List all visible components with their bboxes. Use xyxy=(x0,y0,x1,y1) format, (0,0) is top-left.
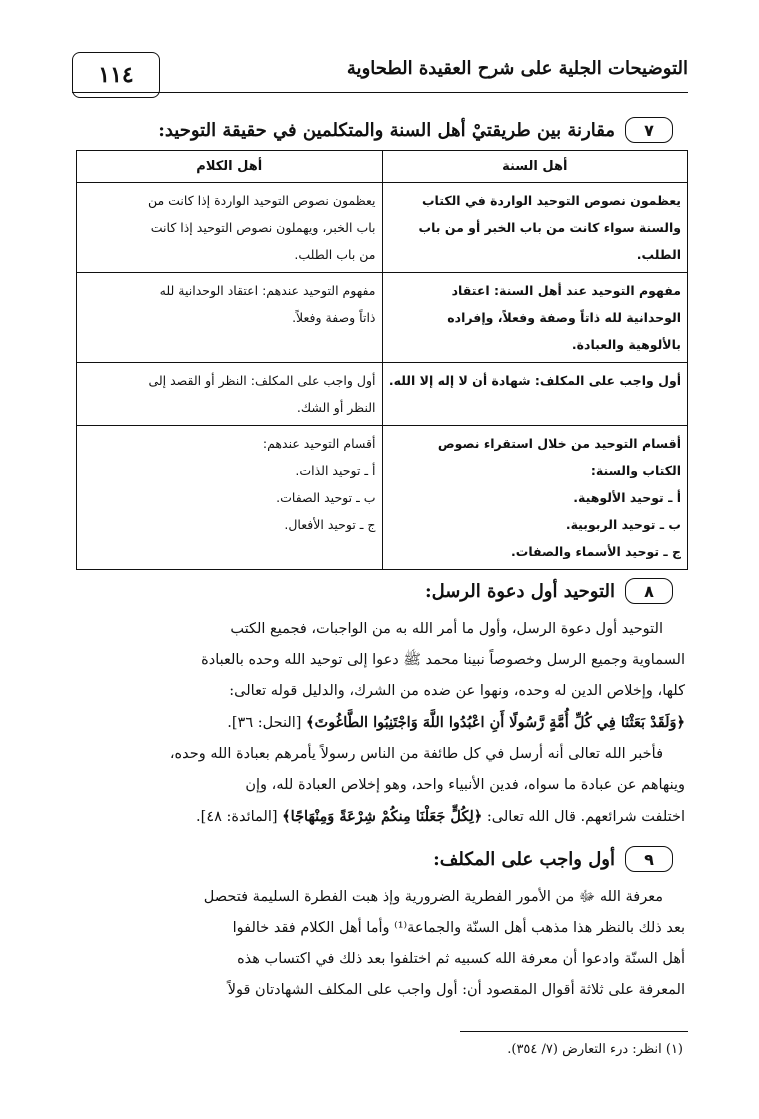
section-9-title: أول واجب على المكلف: xyxy=(433,848,615,870)
footnote: (١) انظر: درء التعارض (٧/ ٣٥٤). xyxy=(507,1042,683,1057)
footnote-rule xyxy=(460,1031,688,1032)
section-7-title: مقارنة بين طريقتيْ أهل السنة والمتكلمين في حقيقة التوحيد: xyxy=(158,119,615,141)
page-number: ١١٤ xyxy=(72,52,160,98)
cell-line: أقسام التوحيد من خلال استقراء نصوص xyxy=(437,436,681,451)
cell-line: والسنة سواء كانت من باب الخبر أو من باب xyxy=(418,220,681,235)
cell-line: ب ـ توحيد الصفات. xyxy=(276,490,376,505)
cell-sunnah xyxy=(382,183,688,273)
cell-line: بالألوهية والعبادة. xyxy=(571,337,681,352)
cell-line: مفهوم التوحيد عندهم: اعتقاد الوحدانية لله xyxy=(159,283,376,298)
section-number-8: ٨ xyxy=(625,578,673,604)
ayah-line xyxy=(74,707,685,739)
cell-line: يعظمون نصوص التوحيد الواردة في الكتاب xyxy=(421,193,681,208)
cell-kalam xyxy=(77,426,383,570)
body-line: السماوية وجميع الرسل وخصوصاً نبينا محمد ﷺ دعوا إلى توحيد الله وحده بالعبادة xyxy=(201,652,685,668)
body-line: وينهاهم عن عبادة ما سواه، فدين الأنبياء واحد، وهو إخلاص العبادة لله، وإن xyxy=(245,777,685,793)
quran-verse: ﴿لِكُلٍّ جَعَلْنَا مِنكُمْ شِرْعَةً وَمِنْهَاجًا﴾ xyxy=(282,808,483,825)
body-line: كلها، وإخلاص الدين له وحده، ونهوا عن ضده من الشرك، والدليل قوله تعالى: xyxy=(229,683,685,699)
body-line: المعرفة على ثلاثة أقوال المقصود أن: أول واجب على المكلف الشهادتان قولاً xyxy=(227,982,685,998)
cell-kalam xyxy=(77,273,383,363)
body-text: اختلفت شرائعهم. قال الله تعالى: xyxy=(486,809,685,825)
cell-line: ج ـ توحيد الأسماء والصفات. xyxy=(511,544,681,559)
cell-sunnah xyxy=(382,363,688,426)
section-9-heading xyxy=(433,846,673,872)
cell-line: ذاتاً وصفة وفعلاً. xyxy=(292,310,376,325)
cell-line: أ ـ توحيد الألوهية. xyxy=(573,490,681,505)
ayah-line xyxy=(74,801,685,833)
verse-reference: [المائدة: ٤٨]. xyxy=(196,809,278,825)
body-line: فأخبر الله تعالى أنه أرسل في كل طائفة من الناس رسولاً يأمرهم بعبادة الله وحده، xyxy=(169,746,663,762)
cell-kalam xyxy=(77,363,383,426)
verse-reference: [النحل: ٣٦]. xyxy=(227,715,302,731)
table-header-row xyxy=(77,151,688,183)
cell-kalam xyxy=(77,183,383,273)
body-line: بعد ذلك بالنظر هذا مذهب أهل السنّة والجماعة⁽¹⁾ وأما أهل الكلام فقد خالفوا xyxy=(232,920,685,936)
body-line: أهل السنّة وادعوا أن معرفة الله كسبيه ثم اختلفوا بعد ذلك في اكتساب هذه xyxy=(237,951,685,967)
book-title: التوضيحات الجلية على شرح العقيدة الطحاوية xyxy=(346,58,688,79)
column-header-kalam: أهل الكلام xyxy=(77,151,383,183)
section-8-title: التوحيد أول دعوة الرسل: xyxy=(424,580,615,602)
cell-line: النظر أو الشك. xyxy=(296,400,376,415)
cell-line: الطلب. xyxy=(636,247,681,262)
comparison-table xyxy=(76,150,688,570)
table-row xyxy=(77,426,688,570)
body-line: معرفة الله ﷻ من الأمور الفطرية الضرورية وإذ هبت الفطرة السليمة فتحصل xyxy=(203,889,663,905)
cell-line: من باب الطلب. xyxy=(294,247,376,262)
cell-line: الكتاب والسنة: xyxy=(590,463,681,478)
table-row xyxy=(77,273,688,363)
cell-line: مفهوم التوحيد عند أهل السنة: اعتقاد xyxy=(451,283,681,298)
header-rule xyxy=(72,92,688,93)
quran-verse: ﴿وَلَقَدْ بَعَثْنَا فِي كُلِّ أُمَّةٍ رَّسُولًا أَنِ اعْبُدُوا اللَّهَ وَاجْتَنِبُوا الطَّاغُوتَ﴾ xyxy=(306,714,685,731)
cell-sunnah xyxy=(382,426,688,570)
cell-line: أ ـ توحيد الذات. xyxy=(295,463,376,478)
cell-line: يعظمون نصوص التوحيد الواردة إذا كانت من xyxy=(147,193,376,208)
cell-line: أول واجب على المكلف: النظر أو القصد إلى xyxy=(148,373,376,388)
cell-line: باب الخبر، ويهملون نصوص التوحيد إذا كانت xyxy=(150,220,376,235)
section-8-body xyxy=(74,614,685,833)
cell-line: ب ـ توحيد الربوبية. xyxy=(565,517,681,532)
section-8-heading xyxy=(425,578,673,604)
section-number-9: ٩ xyxy=(625,846,673,872)
cell-line: أقسام التوحيد عندهم: xyxy=(262,436,376,451)
section-9-body xyxy=(74,882,685,1006)
running-header xyxy=(72,52,688,100)
cell-line: الوحدانية لله ذاتاً وصفة وفعلاً، وإفراده xyxy=(447,310,681,325)
cell-line: أول واجب على المكلف: شهادة أن لا إله إلا الله. xyxy=(388,373,681,388)
section-number-7: ٧ xyxy=(625,117,673,143)
cell-line: ج ـ توحيد الأفعال. xyxy=(284,517,376,532)
section-7-heading xyxy=(158,117,673,143)
body-line: التوحيد أول دعوة الرسل، وأول ما أمر الله به من الواجبات، فجميع الكتب xyxy=(230,621,663,637)
table-row xyxy=(77,363,688,426)
cell-sunnah xyxy=(382,273,688,363)
column-header-sunnah: أهل السنة xyxy=(382,151,688,183)
table-row xyxy=(77,183,688,273)
